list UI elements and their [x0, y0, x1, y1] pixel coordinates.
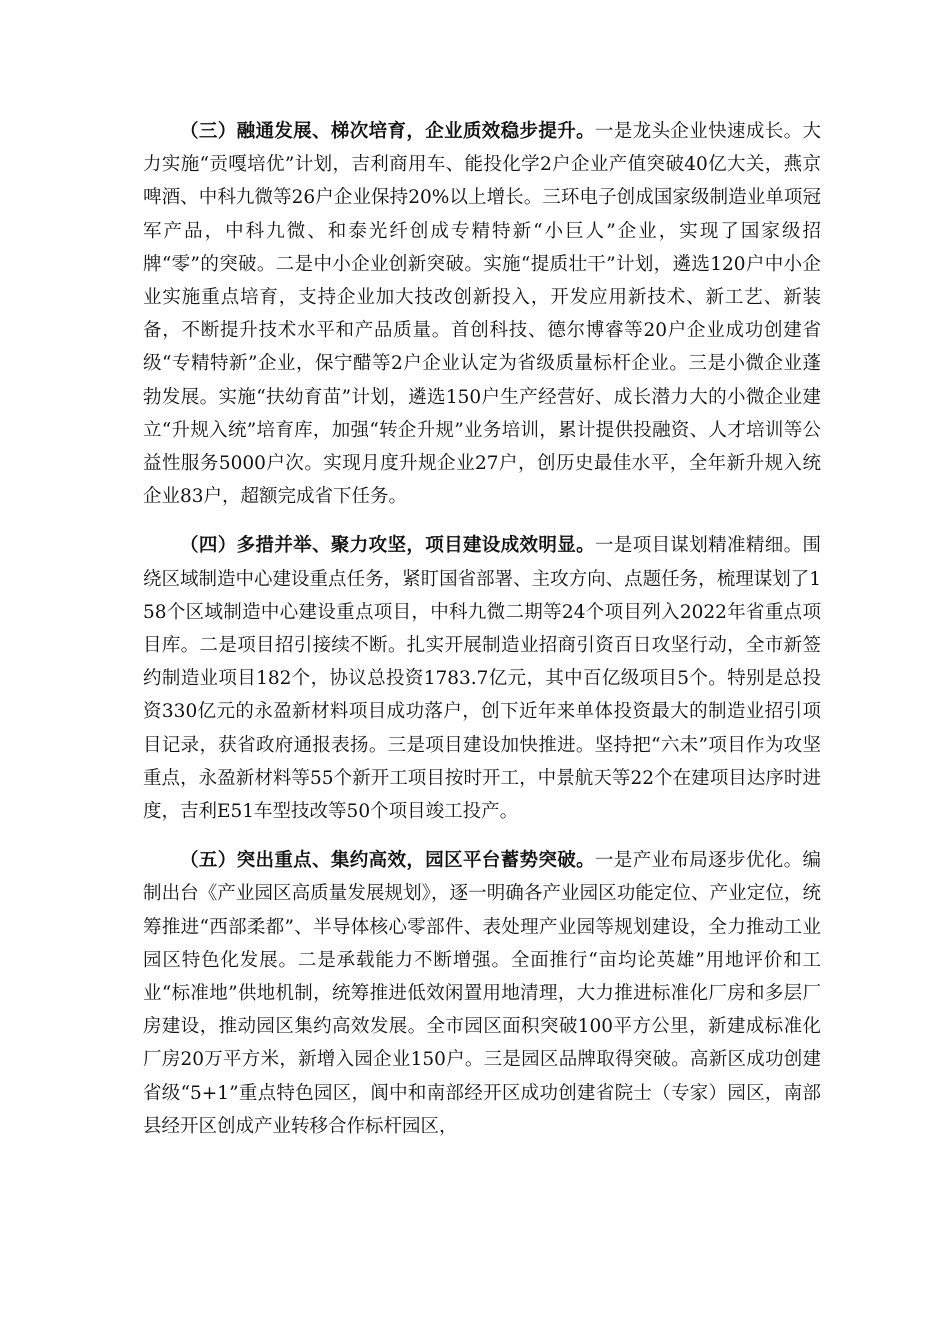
section-4-body: 一是项目谋划精准精细。围绕区域制造中心建设重点任务，紧盯国省部署、主攻方向、点题任务，梳理谋划了158个区域制造中心建设重点项目，中科九微二期等24个项目列入2022年省重点项目库。二是项目招引接续不断。扎实开展制造业招商引资百日攻坚行动，全市新签约制造业项目182个，协议总投资1783.7亿元，其中百亿级项目5个。特别是总投资330亿元的永盈新材料项目成功落户，创下近年来单体投资最大的制造业招引项目记录，获省政府通报表扬。三是项目建设加快推进。坚持把“六未”项目作为攻坚重点，永盈新材料等55个新开工项目按时开工，中景航天等22个在建项目达序时进度，吉利E51车型技改等50个项目竣工投产。 — [143, 535, 821, 823]
section-5-body: 一是产业布局逐步优化。编制出台《产业园区高质量发展规划》，逐一明确各产业园区功能定位、产业定位，统筹推进“西部柔都”、半导体核心零部件、表处理产业园等规划建设，全力推动工业园区特色化发展。二是承载能力不断增强。全面推行“亩均论英雄”用地评价和工业“标准地”供地机制，统筹推进低效闲置用地清理，大力推进标准化厂房和多层厂房建设，推动园区集约高效发展。全市园区面积突破100平方公里，新建成标准化厂房20万平方米，新增入园企业150户。三是园区品牌取得突破。高新区成功创建省级“5+1”重点特色园区，阆中和南部经开区成功创建省院士（专家）园区，南部县经开区创成产业转移合作标杆园区， — [143, 850, 821, 1137]
section-3-body: 一是龙头企业快速成长。大力实施“贡嘎培优”计划，吉利商用车、能投化学2户企业产值突破40亿大关，燕京啤酒、中科九微等26户企业保持20%以上增长。三环电子创成国家级制造业单项冠军产品，中科九微、和泰光纤创成专精特新“小巨人”企业，实现了国家级招牌“零”的突破。二是中小企业创新突破。实施“提质壮干”计划，遴选120户中小企业实施重点培育，支持企业加大技改创新投入，开发应用新技术、新工艺、新装备，不断提升技术水平和产品质量。首创科技、德尔博睿等20户企业成功创建省级“专精特新”企业，保宁醋等2户企业认定为省级质量标杆企业。三是小微企业蓬勃发展。实施“扶幼育苗”计划，遴选150户生产经营好、成长潜力大的小微企业建立“升规入统”培育库，加强“转企升规”业务培训，累计提供投融资、人才培训等公益性服务5000户次。实现月度升规企业27户，创历史最佳水平，全年新升规入统企业83户，超额完成省下任务。 — [143, 121, 821, 508]
section-3-heading: （三）融通发展、梯次培育，企业质效稳步提升。 — [180, 121, 595, 142]
document-body — [143, 115, 821, 1159]
paragraph-section-4 — [143, 529, 821, 828]
section-5-heading: （五）突出重点、集约高效，园区平台蓄势突破。 — [180, 850, 595, 872]
paragraph-section-5 — [143, 844, 821, 1143]
section-4-heading: （四）多措并举、聚力攻坚，项目建设成效明显。 — [180, 535, 595, 557]
paragraph-section-3 — [143, 115, 821, 513]
